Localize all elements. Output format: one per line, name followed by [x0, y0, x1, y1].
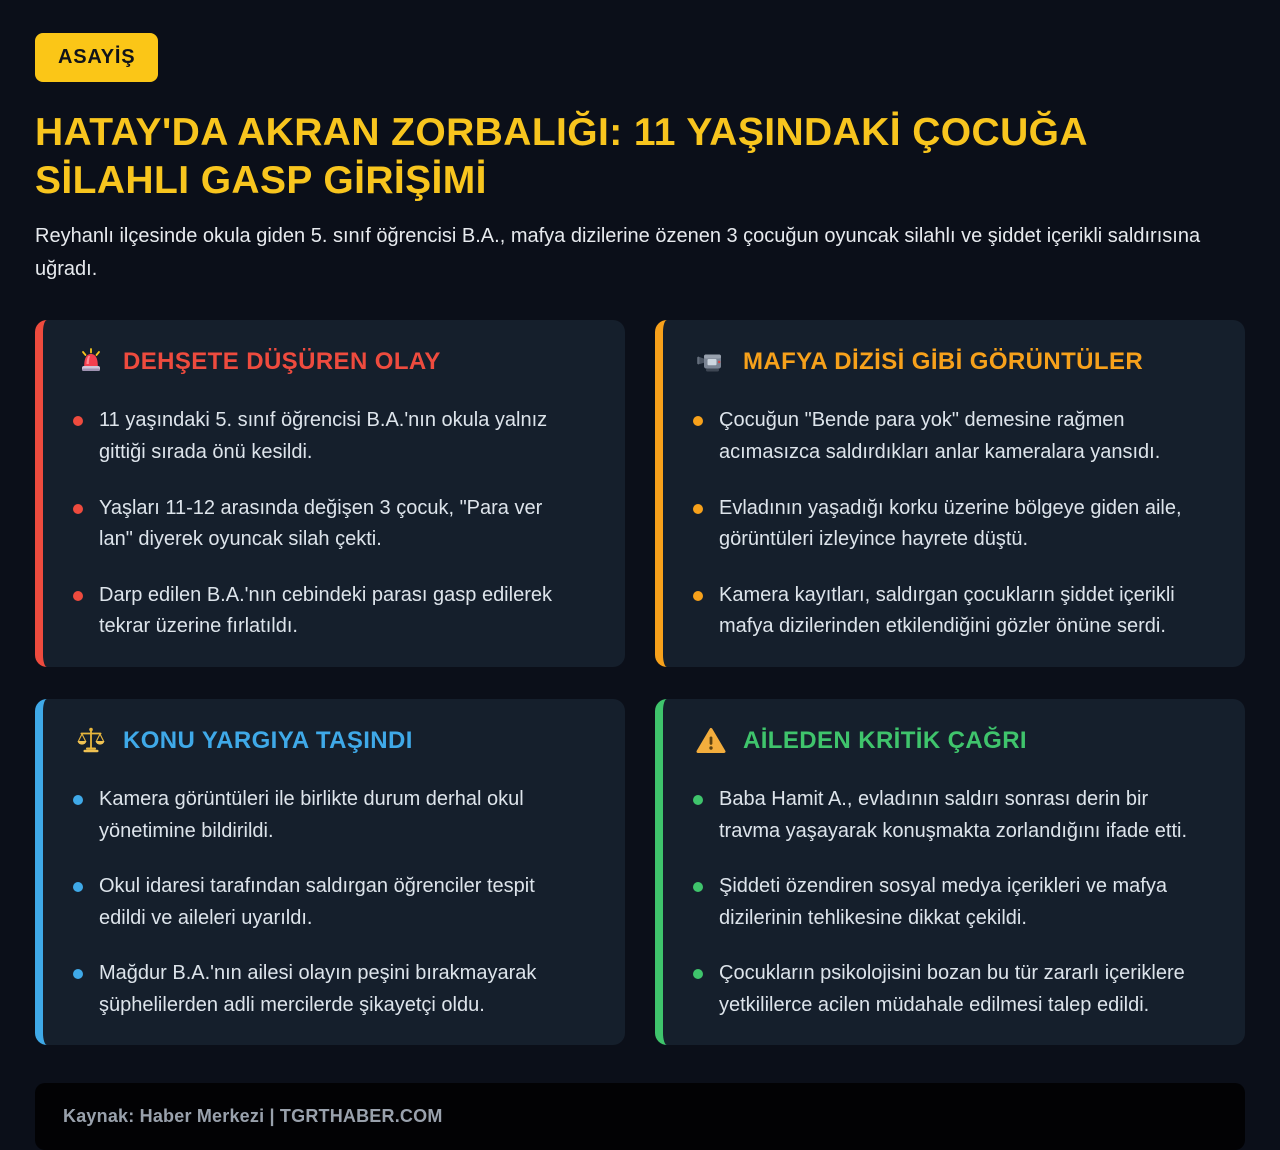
card-header	[687, 346, 1217, 378]
bullet-item: Kamera görüntüleri ile birlikte durum derhal okul yönetimine bildirildi.	[67, 784, 577, 847]
card-title: DEHŞETE DÜŞÜREN OLAY	[123, 348, 441, 376]
source-text: Kaynak: Haber Merkezi | TGRTHABER.COM	[63, 1106, 443, 1127]
source-bar	[35, 1083, 1245, 1150]
bullet-item: Çocukların psikolojisini bozan bu tür zararlı içeriklere yetkililerce acilen müdahale edilmesi talep edildi.	[687, 958, 1197, 1021]
card-legal-action	[35, 699, 625, 1046]
card-family-appeal	[655, 699, 1245, 1046]
bullet-item: Okul idaresi tarafından saldırgan öğrenciler tespit edildi ve aileleri uyarıldı.	[67, 871, 577, 934]
card-shocking-incident	[35, 320, 625, 667]
balance-scale-icon	[75, 725, 107, 757]
card-header	[67, 725, 597, 757]
bullet-item: Evladının yaşadığı korku üzerine bölgeye giden aile, görüntüleri izleyince hayrete düştü.	[687, 493, 1197, 556]
bullet-item: 11 yaşındaki 5. sınıf öğrencisi B.A.'nın okula yalnız gittiği sırada önü kesildi.	[67, 405, 577, 468]
card-mafia-footage	[655, 320, 1245, 667]
bullet-item: Darp edilen B.A.'nın cebindeki parası gasp edilerek tekrar üzerine fırlatıldı.	[67, 580, 577, 643]
bullet-list	[67, 405, 597, 643]
bullet-item: Yaşları 11-12 arasında değişen 3 çocuk, "Para ver lan" diyerek oyuncak silah çekti.	[67, 493, 577, 556]
bullet-list	[687, 784, 1217, 1022]
card-header	[67, 346, 597, 378]
bullet-item: Çocuğun "Bende para yok" demesine rağmen acımasızca saldırdıkları anlar kameralara yansıdı.	[687, 405, 1197, 468]
bullet-item: Şiddeti özendiren sosyal medya içerikleri ve mafya dizilerinin tehlikesine dikkat çekildi.	[687, 871, 1197, 934]
warning-icon	[695, 725, 727, 757]
card-title: KONU YARGIYA TAŞINDI	[123, 726, 413, 754]
siren-icon	[75, 346, 107, 378]
bullet-list	[687, 405, 1217, 643]
bullet-list	[67, 784, 597, 1022]
card-header	[687, 725, 1217, 757]
subtitle-text: Reyhanlı ilçesinde okula giden 5. sınıf öğrencisi B.A., mafya dizilerine özenen 3 çocuğun oyuncak silahlı ve şiddet içerikli saldırısına uğradı.	[35, 225, 1201, 280]
card-title: MAFYA DİZİSİ GİBİ GÖRÜNTÜLER	[743, 348, 1144, 376]
bullet-item: Kamera kayıtları, saldırgan çocukların şiddet içerikli mafya dizilerinden etkilendiğini gözler önüne serdi.	[687, 580, 1197, 643]
cards-grid	[35, 320, 1245, 1045]
card-title: AİLEDEN KRİTİK ÇAĞRI	[743, 726, 1027, 754]
video-camera-icon	[695, 346, 727, 378]
category-badge: ASAYİŞ	[35, 33, 158, 82]
page-title: HATAY'DA AKRAN ZORBALIĞI: 11 YAŞINDAKİ ÇOCUĞA SİLAHLI GASP GİRİŞİMİ	[35, 111, 1087, 202]
bullet-item: Mağdur B.A.'nın ailesi olayın peşini bırakmayarak şüphelilerden adli mercilerde şikayetçi oldu.	[67, 958, 577, 1021]
bullet-item: Baba Hamit A., evladının saldırı sonrası derin bir travma yaşayarak konuşmakta zorlandığını ifade etti.	[687, 784, 1197, 847]
